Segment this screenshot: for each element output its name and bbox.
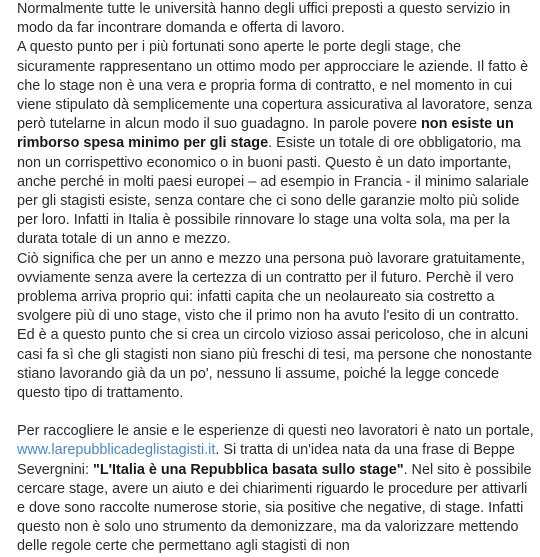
paragraph-text: . Nel sito è possibile cercare stage, avere un aiuto e dei chiarimenti riguardo le procedure per attivarli e dove sono raccolte numerose storie, sia positive che negative, di stage. Infatti questo non è solo uno strumento da demonizzare, ma da valorizzare mettendo delle regole certe che permettano agli stagisti di non: [17, 461, 532, 555]
paragraph-text: Per raccogliere le ansie e le esperienze di questi neo lavoratori è nato un portale,: [17, 423, 534, 440]
paragraph-universita: [17, 0, 534, 38]
paragraph-text: Normalmente tutte le università hanno degli uffici preposti a questo servizio in modo da far incontrare domanda e offerta di lavoro.: [17, 1, 511, 37]
bold-highlight-rimborso: non esiste un rimborso spesa minimo per gli stage: [17, 116, 514, 152]
paragraph-portale: [17, 422, 534, 556]
paragraph-text: . Esiste un totale di ore obbligatorio, ma non un corrispettivo economico o in buoni pasti. Questo è un dato importante, anche perché in molti paesi europei – ad esempio in Francia - il minimo salariale per gli stagisti esiste, senza contare che ci sono delle garanzie molto più solide per loro. Infatti in Italia è possibile rinnovare lo stage una volta sola, ma per la durata totale di un anno e mezzo.: [17, 135, 529, 248]
paragraph-spacer: [17, 403, 534, 422]
paragraph-text: Ed è a questo punto che si crea un circolo vizioso assai pericoloso, che in alcuni casi fa sì che gli stagisti non siano più freschi di tesi, ma persone che nonostante stiano lavorando già da un po', nessuno li assume, poiché la legge concede questo tipo di trattamento.: [17, 327, 533, 402]
portal-link[interactable]: www.larepubblicadeglistagisti.it: [17, 442, 216, 459]
paragraph-significato: [17, 250, 534, 327]
bold-quote-severgnini: "L'Italia è una Repubblica basata sullo stage": [93, 461, 404, 478]
paragraph-text: . Si tratta di un'idea nata da una frase di Beppe Severgnini:: [17, 442, 515, 478]
paragraph-stage: [17, 38, 534, 249]
paragraph-text: A questo punto per i più fortunati sono aperte le porte degli stage, che sicuramente rappresentano un ottimo modo per approcciare le aziende. Il fatto è che lo stage non è una vera e propria forma di contratto, e nel momento in cui viene stipulato dà semplicemente una copertura assicurativa al lavoratore, senza però tutelarne in alcun modo il suo guadagno. In parole povere: [17, 39, 533, 133]
paragraph-text: Ciò significa che per un anno e mezzo una persona può lavorare gratuitamente, ovviamente senza avere la certezza di un contratto per il futuro. Perchè il vero problema arriva proprio qui: infatti capita che un neolaureato sia costretto a svolgere più di uno stage, visto che il primo non ha avuto l'esito di un contratto.: [17, 250, 525, 325]
paragraph-circolo-vizioso: [17, 326, 534, 403]
